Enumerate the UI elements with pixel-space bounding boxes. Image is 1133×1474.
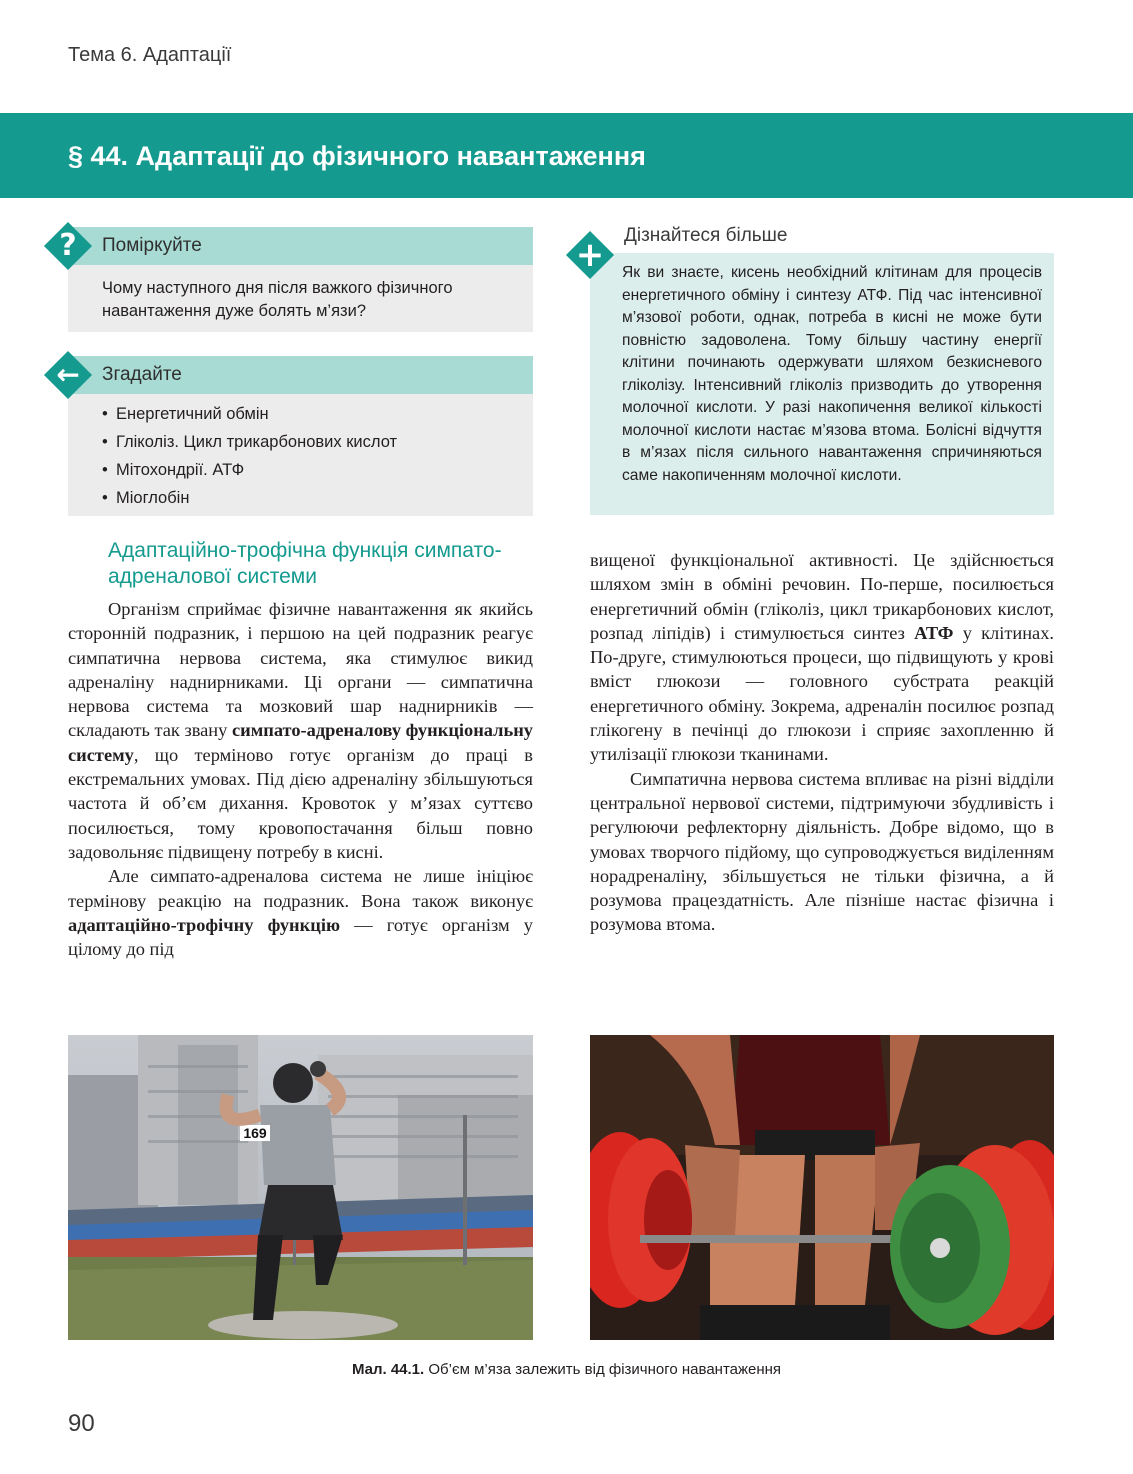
paragraph: Симпатична нервова система впливає на різні відділи центральної нервової системи, підтримуючи збудливість і регулюючи рефлекторну діяльність. Добре відомо, що в умовах творчого підйому, що супроводжується виділенням норадреналіну, збільшується не тільки фізична, а й розумова працездатність. Але пізніше настає фізична і розумова втома.	[590, 768, 1054, 935]
plus-icon: +	[575, 235, 605, 275]
learn-more-text: Як ви знаєте, кисень необхідний клітинам для процесів енергетичного обміну і синтезу АТФ. Під час інтенсивної м’язової роботи, однак, потреба в кисні не може бути повністю задоволена. Тому більшу частину енергії клітини починають одержувати шляхом безкисневого гліколізу. Інтенсивний гліколіз призводить до утворення молочної кислоти. У разі накопичення великої кількості молочної кислоти настає м’язова втома. Болісні відчуття в м’язах після сильного навантаження спричиняються саме накопиченням молочної кислоти.	[622, 264, 1042, 484]
think-header	[68, 227, 533, 265]
main-text-left	[68, 597, 533, 961]
think-label: Поміркуйте	[102, 235, 202, 256]
learn-more-body	[590, 253, 1054, 515]
photo-deadlift	[590, 1035, 1054, 1340]
deadlift-illustration	[590, 1035, 1054, 1340]
recall-label: Згадайте	[102, 364, 182, 385]
question-icon: ?	[59, 228, 77, 263]
main-text-right	[590, 548, 1054, 937]
section-heading: Адаптаційно-трофічна функція симпато-адреналової системи	[108, 539, 502, 588]
page-title: § 44. Адаптації до фізичного навантаження	[68, 141, 646, 171]
list-item: • Мітохондрії. АТФ	[102, 461, 245, 479]
recall-header	[68, 356, 533, 394]
title-band	[0, 113, 1133, 198]
paragraph: вищеної функціональної активності. Це здійснюється шляхом змін в обміні речовин. По-перше, посилюється енергетичний обмін (гліколіз, цикл трикарбонових кислот, розпад ліпідів) і стимулюється синтез АТФ у клітинах. По-друге, стимулюються процеси, що підвищують у крові вміст глюкози — головного субстрата реакцій енергетичного обміну. Зокрема, адреналін посилює розпад глікогену в печінці до глюкози і сприяє захопленню й утилізації глюкози тканинами.	[590, 550, 1054, 765]
think-body	[68, 265, 533, 332]
list-item: • Міоглобін	[102, 489, 190, 507]
recall-body	[68, 394, 533, 516]
paragraph: Але симпато-адреналова система не лише ініціює термінову реакцію на подразник. Вона також виконує адаптаційно-трофічну функцію — готує організм у цілому до під	[68, 866, 533, 960]
shot-put-illustration	[68, 1035, 533, 1340]
photo-shot-put	[68, 1035, 533, 1340]
learn-more-label: Дізнайтеся більше	[624, 225, 788, 246]
think-question: Чому наступного дня після важкого фізичного навантаження дуже болять м’язи?	[102, 279, 453, 320]
recall-list	[102, 400, 397, 512]
list-item: • Енергетичний обмін	[102, 405, 269, 423]
bib-number: 169	[243, 1125, 267, 1141]
page-number: 90	[68, 1410, 95, 1437]
paragraph: Організм сприймає фізичне навантаження як якийсь сторонній подразник, і першою на цей подразник реагує симпатична нервова система, яка стимулює викид адреналіну наднирниками. Ці органи — симпатична нервова система та мозковий шар наднирників — складають так звану симпато-адреналову функціональну систему, що терміново готує організм до праці в екстремальних умовах. Під дією адреналіну збільшуються частота й об’єм дихання. Кровоток у м’язах суттєво посилюється, тому кровопостачання більш повно задовольняє підвищену потребу в кисні.	[68, 599, 534, 862]
arrow-left-icon: ←	[56, 358, 80, 391]
figure-caption: Мал. 44.1. Об’єм м’яза залежить від фізичного навантаження	[351, 1361, 782, 1378]
running-header: Тема 6. Адаптації	[68, 44, 232, 66]
list-item: • Гліколіз. Цикл трикарбонових кислот	[102, 433, 398, 451]
